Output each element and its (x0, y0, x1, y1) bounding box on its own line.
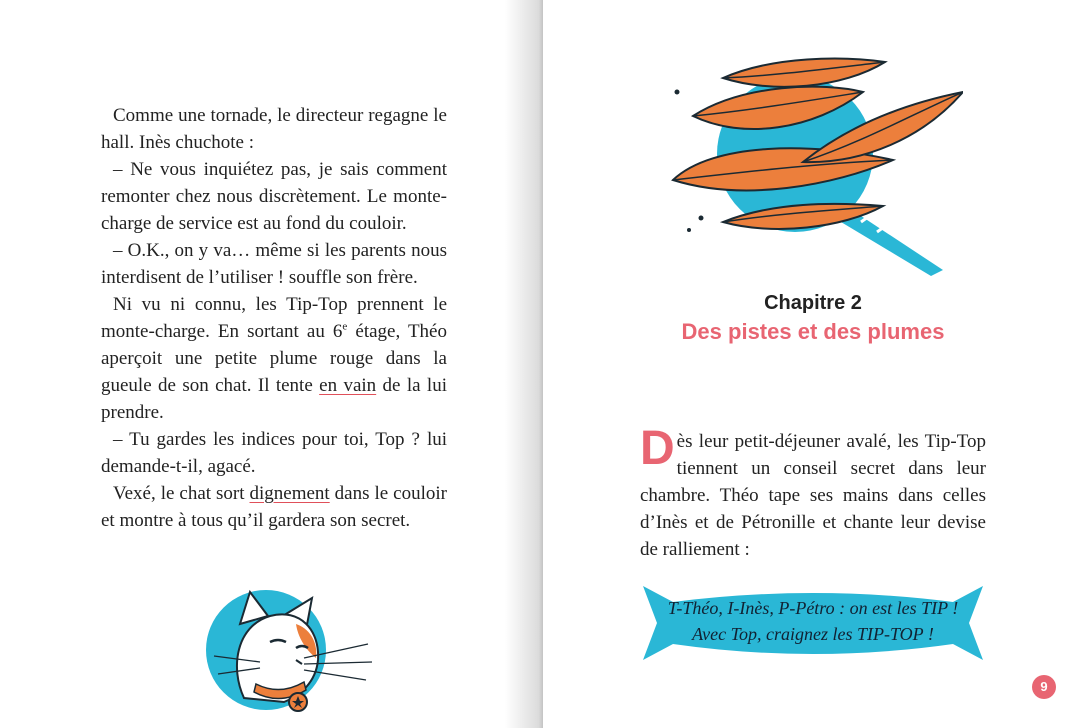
motto-banner (643, 582, 983, 664)
paragraph-6: Vexé, le chat sort dignement dans le couloir et montre à tous qu’il gardera son secret. (101, 483, 447, 531)
motto-line-2: Avec Top, craignez les TIP-TOP ! (692, 624, 934, 644)
right-page-text (640, 422, 986, 563)
chapter-number: Chapitre 2 (764, 292, 862, 314)
left-page-text (101, 102, 447, 534)
cat-illustration (200, 578, 380, 720)
paragraph-3: – O.K., on y va… même si les parents nous interdisent de l’utiliser ! souffle son frère. (101, 240, 447, 288)
paragraph-4: Ni vu ni connu, les Tip-Top prennent le monte-charge. En sortant au 6e étage, Théo aperçoit une petite plume rouge dans la gueule de son chat. Il tente en vain de la lui prendre. (101, 294, 447, 423)
paragraph-2: – Ne vous inquiétez pas, je sais comment remonter chez nous discrètement. Le monte-charge de service est au fond du couloir. (101, 159, 447, 234)
paragraph-5: – Tu gardes les indices pour toi, Top ? lui demande-t-il, agacé. (101, 429, 447, 477)
motto-line-1: T-Théo, I-Inès, P-Pétro : on est les TIP ! (667, 598, 959, 618)
chapter-title: Des pistes et des plumes (681, 319, 945, 344)
underlined-word: dignement (249, 483, 330, 504)
page-number-badge: 9 (1032, 675, 1056, 699)
chapter-opening-paragraph: Dès leur petit-déjeuner avalé, les Tip-Top tiennent un conseil secret dans leur chambre. Théo tape ses mains dans celles d’Inès et de Pétronille et chante leur devise de ralliement : (640, 422, 986, 560)
drop-cap: D (640, 422, 675, 475)
feathers-magnifier-illustration (663, 52, 963, 284)
left-page (0, 0, 543, 728)
paragraph-1: Comme une tornade, le directeur regagne le hall. Inès chuchote : (101, 105, 447, 153)
right-page (543, 0, 1087, 728)
underlined-word: en vain (319, 375, 377, 396)
